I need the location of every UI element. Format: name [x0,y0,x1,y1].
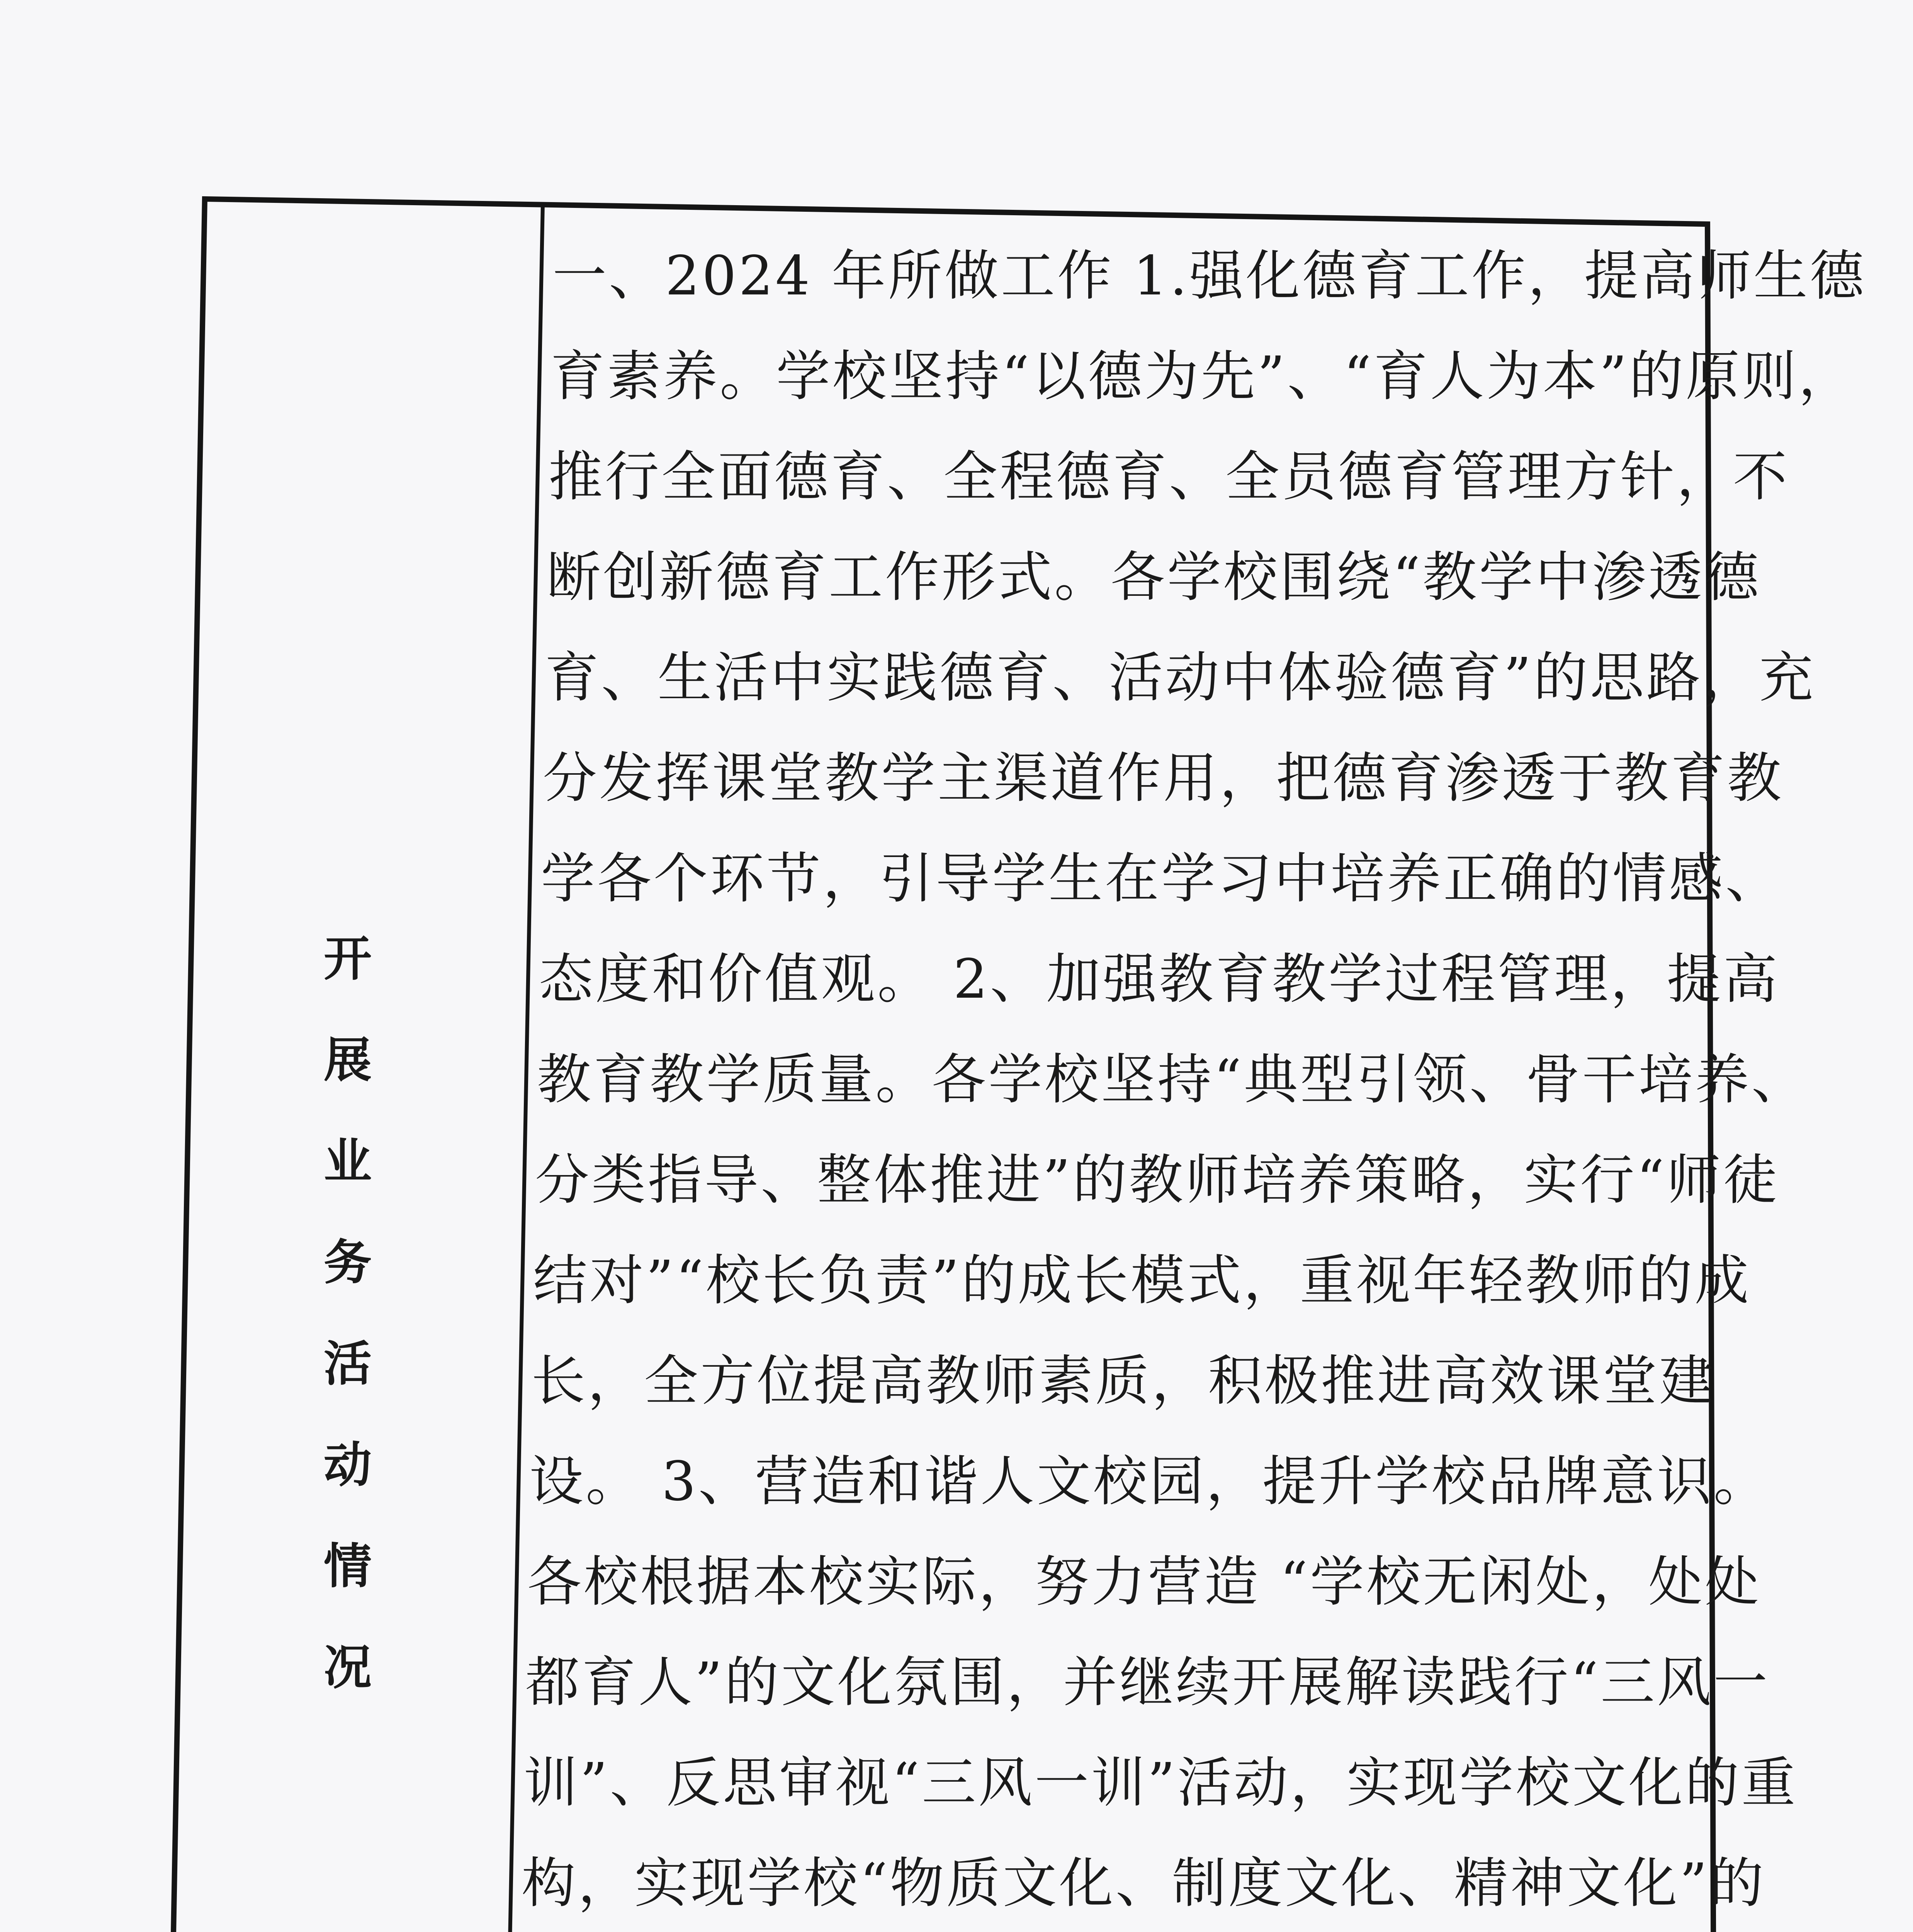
text-line: 设。 3、营造和谐人文校园，提升学校品牌意识。 [529,1450,1770,1513]
text-line: 教育教学质量。各学校坚持“典型引领、骨干培养、 [537,1048,1808,1111]
text-line: 育、生活中实践德育、活动中体验德育”的思路，充 [545,646,1816,709]
row-label-char: 务 [323,1235,372,1291]
text-line: 推行全面德育、全程德育、全员德育管理方针，不 [549,446,1790,509]
row-label-char: 展 [323,1032,372,1088]
row-label-char: 动 [323,1437,372,1493]
text-line: 断创新德育工作形式。各学校围绕“教学中渗透德 [547,546,1761,609]
row-label [301,931,394,1747]
text-line: 分类指导、整体推进”的教师培养策略，实行“师徒 [535,1149,1780,1212]
text-line: 训”、反思审视“三风一训”活动，实现学校文化的重 [523,1752,1798,1815]
text-line: 学各个环节，引导学生在学习中培养正确的情感、 [541,847,1782,910]
row-label-char: 情 [323,1538,372,1594]
text-line: 都育人”的文化氛围，并继续开展解读践行“三风一 [525,1651,1770,1714]
text-line: 分发挥课堂教学主渠道作用，把德育渗透于教育教 [543,747,1784,810]
text-line: 育素养。学校坚持“以德为先”、“育人为本”的原则， [550,345,1855,408]
row-label-char: 况 [323,1639,372,1696]
text-line: 结对”“校长负责”的成长模式，重视年轻教师的成 [533,1249,1751,1312]
row-label-char: 活 [323,1336,372,1392]
text-line: 一、2024 年所做工作 1.强化德育工作，提高师生德 [552,245,1866,308]
text-line: 态度和价值观。 2、加强教育教学过程管理，提高 [539,948,1780,1011]
text-line: 各校根据本校实际，努力营造 “学校无闲处，处处 [527,1551,1762,1614]
text-line: 构，实现学校“物质文化、制度文化、精神文化”的 [522,1852,1766,1915]
row-label-char: 开 [323,931,372,987]
row-label-char: 业 [323,1133,372,1189]
text-line: 长，全方位提高教师素质，积极推进高效课堂建 [531,1350,1716,1413]
